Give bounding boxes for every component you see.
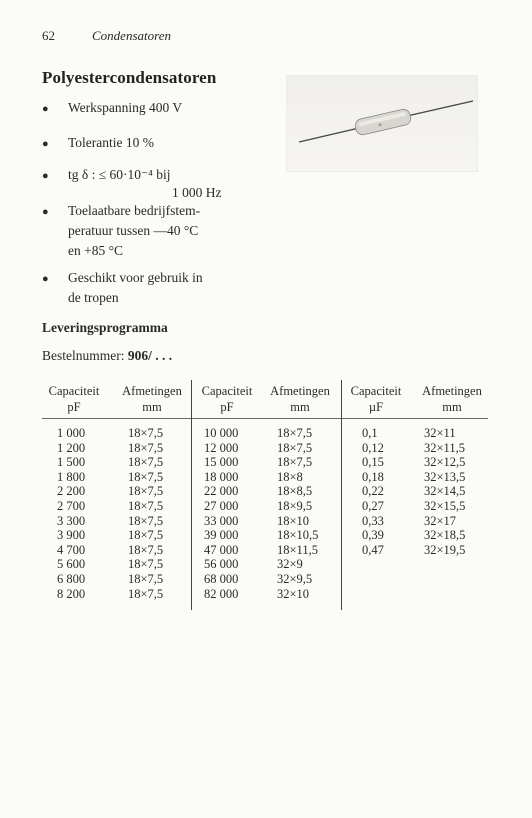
table-cell: 15 000 bbox=[204, 455, 239, 470]
table-cell: 0,22 bbox=[362, 484, 384, 499]
table-cell: 18×7,5 bbox=[277, 440, 313, 455]
table-cell: 18×7,5 bbox=[128, 557, 164, 572]
running-title: Condensatoren bbox=[92, 28, 171, 43]
capacity-column bbox=[57, 426, 85, 601]
dimensions-column bbox=[424, 426, 465, 557]
table-cell: 39 000 bbox=[204, 528, 239, 543]
table-cell: 3 900 bbox=[57, 528, 86, 543]
table-cell: 18×7,5 bbox=[277, 426, 313, 440]
bullet-dot-icon: ● bbox=[42, 273, 49, 285]
bullet-item: Werkspanning 400 V bbox=[68, 100, 183, 115]
table-cell: 2 200 bbox=[57, 484, 86, 499]
table-cell: 32×19,5 bbox=[424, 542, 466, 557]
table-cell: 0,47 bbox=[362, 542, 384, 557]
table-cell: 5 600 bbox=[57, 557, 86, 572]
table-cell: 18×7,5 bbox=[128, 586, 164, 601]
bullet-dot-icon: ● bbox=[42, 170, 49, 182]
table-cell: 32×12,5 bbox=[424, 455, 466, 470]
section-heading: Leveringsprogramma bbox=[42, 320, 168, 335]
capacitor-photo bbox=[286, 75, 478, 172]
svg-text:+: + bbox=[376, 121, 384, 130]
table-cell: 32×14,5 bbox=[424, 484, 466, 499]
column-divider bbox=[341, 380, 342, 610]
table-cell: 0,12 bbox=[362, 440, 384, 455]
table-cell: 2 700 bbox=[57, 498, 86, 513]
table-cell: 18×7,5 bbox=[128, 484, 164, 499]
table-cell: 32×13,5 bbox=[424, 469, 466, 484]
table-cell: 18×7,5 bbox=[128, 469, 164, 484]
table-cell: 32×9,5 bbox=[277, 571, 313, 586]
col-header-dimensions: Afmetingen mm bbox=[270, 384, 330, 414]
table-cell: 10 000 bbox=[204, 426, 239, 440]
page-number: 62 bbox=[42, 28, 55, 43]
table-cell: 1 200 bbox=[57, 440, 86, 455]
table-cell: 18×7,5 bbox=[128, 498, 164, 513]
table-cell: 32×18,5 bbox=[424, 528, 466, 543]
table-cell: 56 000 bbox=[204, 557, 239, 572]
bullet-dot-icon: ● bbox=[42, 206, 49, 218]
table-cell: 18×7,5 bbox=[277, 455, 313, 470]
table-cell: 3 300 bbox=[57, 513, 86, 528]
order-value: 906/ . . . bbox=[127, 348, 173, 363]
table-cell: 1 000 bbox=[57, 426, 86, 440]
table-cell: 18×7,5 bbox=[128, 426, 164, 440]
table-cell: 18×10 bbox=[277, 513, 310, 528]
table-cell: 6 800 bbox=[57, 571, 86, 586]
table-cell: 18×11,5 bbox=[277, 542, 318, 557]
table-cell: 32×15,5 bbox=[424, 498, 466, 513]
dimensions-column bbox=[277, 426, 318, 601]
table-cell: 1 800 bbox=[57, 469, 86, 484]
table-cell: 12 000 bbox=[204, 440, 239, 455]
bullet-item: Geschikt voor gebruik in de tropen bbox=[68, 270, 203, 305]
table-cell: 32×9 bbox=[277, 557, 303, 572]
bullet-dot-icon: ● bbox=[42, 103, 49, 115]
table-cell: 1 500 bbox=[57, 455, 86, 470]
order-number bbox=[42, 348, 172, 364]
table-cell: 18×7,5 bbox=[128, 542, 164, 557]
table-cell: 18 000 bbox=[204, 469, 239, 484]
capacity-column bbox=[204, 426, 238, 601]
table-cell: 18×7,5 bbox=[128, 440, 164, 455]
table-cell: 18×9,5 bbox=[277, 498, 313, 513]
table-cell: 0,27 bbox=[362, 498, 384, 513]
bullet-item: Toelaatbare bedrijfstem- peratuur tussen —40 °C en +85 °C bbox=[68, 203, 201, 258]
column-divider bbox=[191, 380, 192, 610]
table-cell: 4 700 bbox=[57, 542, 86, 557]
col-header-capacity: Capaciteit pF bbox=[48, 384, 100, 414]
col-header-dimensions: Afmetingen mm bbox=[422, 384, 482, 414]
bullet-item: Tolerantie 10 % bbox=[68, 135, 155, 150]
bullet-item: tg δ : ≤ 60·10⁻⁴ bij bbox=[68, 167, 171, 182]
header-rule bbox=[42, 418, 488, 419]
col-header-capacity: Capaciteit µF bbox=[350, 384, 402, 414]
table-cell: 18×8 bbox=[277, 469, 303, 484]
table-cell: 68 000 bbox=[204, 571, 239, 586]
table-cell: 32×17 bbox=[424, 513, 457, 528]
table-cell: 32×10 bbox=[277, 586, 310, 601]
table-cell: 18×8,5 bbox=[277, 484, 313, 499]
table-cell: 0,18 bbox=[362, 469, 384, 484]
table-cell: 18×7,5 bbox=[128, 528, 164, 543]
col-header-dimensions: Afmetingen mm bbox=[122, 384, 182, 414]
capacity-column bbox=[362, 426, 384, 557]
page-title: Polyestercondensatoren bbox=[42, 68, 217, 87]
table-cell: 47 000 bbox=[204, 542, 239, 557]
table-cell: 0,15 bbox=[362, 455, 384, 470]
table-cell: 33 000 bbox=[204, 513, 239, 528]
table-cell: 0,39 bbox=[362, 528, 384, 543]
table-cell: 18×7,5 bbox=[128, 513, 164, 528]
capacitor-icon bbox=[287, 76, 477, 171]
bullet-item-continuation: 1 000 Hz bbox=[172, 185, 222, 200]
table-cell: 32×11 bbox=[424, 426, 456, 440]
table-cell: 18×10,5 bbox=[277, 528, 319, 543]
table-cell: 0,1 bbox=[362, 426, 378, 440]
col-header-capacity: Capaciteit pF bbox=[201, 384, 253, 414]
table-cell: 18×7,5 bbox=[128, 571, 164, 586]
table-cell: 82 000 bbox=[204, 586, 239, 601]
table-cell: 8 200 bbox=[57, 586, 86, 601]
table-cell: 27 000 bbox=[204, 498, 239, 513]
bullet-dot-icon: ● bbox=[42, 138, 49, 150]
table-cell: 18×7,5 bbox=[128, 455, 164, 470]
table-cell: 0,33 bbox=[362, 513, 384, 528]
table-cell: 22 000 bbox=[204, 484, 239, 499]
dimensions-column bbox=[128, 426, 163, 601]
order-label: Bestelnummer: bbox=[42, 348, 125, 363]
table-cell: 32×11,5 bbox=[424, 440, 465, 455]
